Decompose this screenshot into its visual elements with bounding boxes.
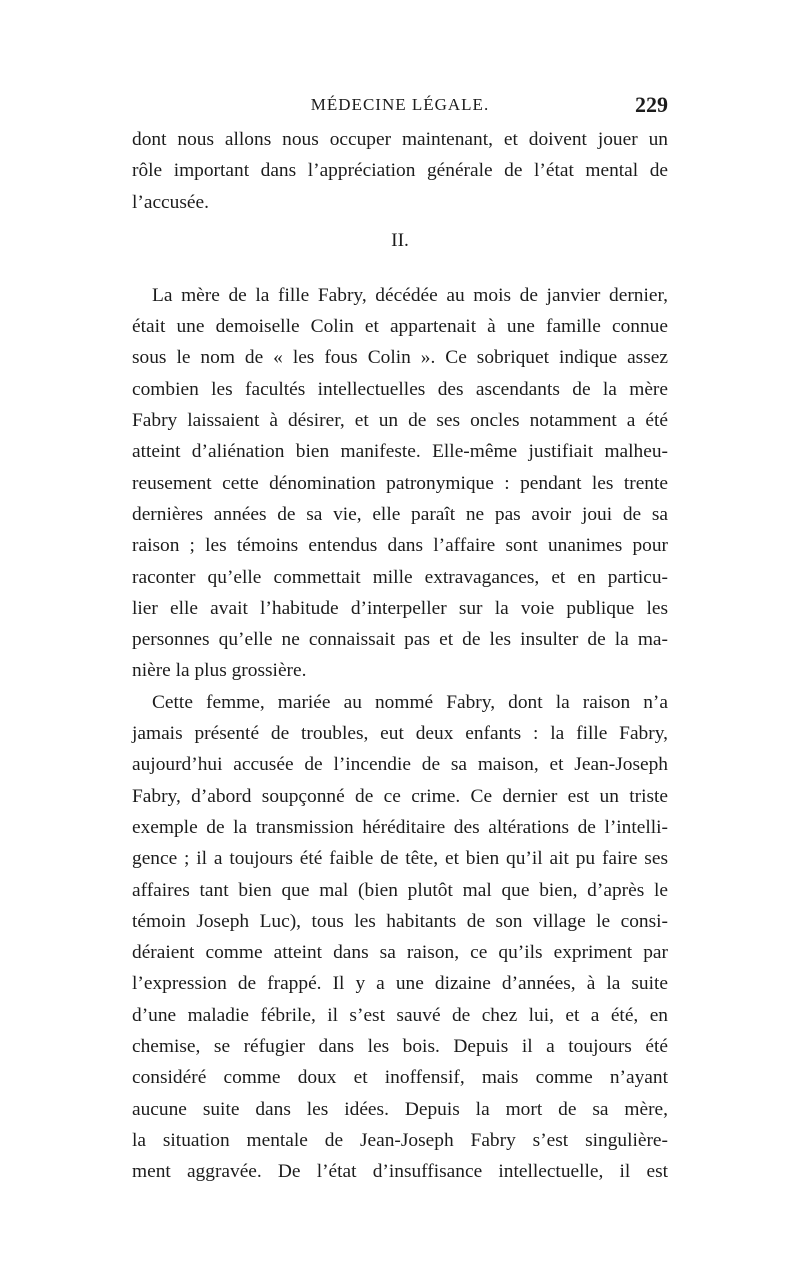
text-line: déraient comme atteint dans sa raison, ce qu’ils expriment par bbox=[132, 942, 668, 964]
text-line: la situation mentale de Jean-Joseph Fabry s’est singulière- bbox=[132, 1129, 668, 1151]
text-line: aucune suite dans les idées. Depuis la mort de sa mère, bbox=[132, 1098, 668, 1120]
text-line: Cette femme, mariée au nommé Fabry, dont la raison n’a bbox=[152, 691, 668, 713]
text-line: affaires tant bien que mal (bien plutôt mal que bien, d’après le bbox=[132, 879, 668, 901]
text-line: raconter qu’elle commettait mille extravagances, et en particu- bbox=[132, 566, 668, 588]
text-line: considéré comme doux et inoffensif, mais comme n’ayant bbox=[132, 1067, 668, 1089]
text-line: La mère de la fille Fabry, décédée au mois de janvier dernier, bbox=[152, 284, 668, 306]
text-line: l’expression de frappé. Il y a une dizaine d’années, à la suite bbox=[132, 973, 668, 995]
page-number: 229 bbox=[635, 92, 668, 117]
text-line: ment aggravée. De l’état d’insuffisance intellectuelle, il est bbox=[132, 1161, 668, 1183]
running-title: MÉDECINE LÉGALE. bbox=[310, 95, 490, 114]
text-line: Fabry, d’abord soupçonné de ce crime. Ce dernier est un triste bbox=[132, 785, 668, 807]
paragraph-2 bbox=[132, 280, 668, 687]
section-heading: II. bbox=[391, 229, 409, 251]
paragraph-3 bbox=[132, 687, 668, 1188]
text-line: aujourd’hui accusée de l’incendie de sa maison, et Jean-Joseph bbox=[132, 754, 668, 776]
body-text bbox=[132, 124, 668, 1188]
text-line: dernières années de sa vie, elle paraît ne pas avoir joui de sa bbox=[132, 503, 668, 525]
text-line: nière la plus grossière. bbox=[132, 660, 307, 682]
text-line: chemise, se réfugier dans les bois. Depuis il a toujours été bbox=[132, 1036, 668, 1058]
text-line: gence ; il a toujours été faible de tête, et bien qu’il ait pu faire ses bbox=[132, 848, 668, 870]
text-line: sous le nom de « les fous Colin ». Ce sobriquet indique assez bbox=[132, 347, 668, 369]
text-line: atteint d’aliénation bien manifeste. Elle-même justifiait malheu- bbox=[132, 441, 668, 463]
paragraph-1 bbox=[132, 124, 668, 218]
text-line: témoin Joseph Luc), tous les habitants de son village le consi- bbox=[132, 910, 668, 932]
text-line: dont nous allons nous occuper maintenant, et doivent jouer un bbox=[132, 129, 668, 150]
text-line: l’accusée. bbox=[132, 191, 209, 213]
text-line: d’une maladie fébrile, il s’est sauvé de chez lui, et a été, en bbox=[132, 1004, 668, 1026]
text-line: personnes qu’elle ne connaissait pas et de les insulter de la ma- bbox=[132, 629, 668, 651]
text-line: jamais présenté de troubles, eut deux enfants : la fille Fabry, bbox=[132, 723, 668, 745]
running-head bbox=[132, 88, 668, 122]
text-line: reusement cette dénomination patronymique : pendant les trente bbox=[132, 472, 668, 494]
text-line: raison ; les témoins entendus dans l’affaire sont unanimes pour bbox=[132, 535, 668, 557]
text-line: était une demoiselle Colin et appartenait à une famille connue bbox=[132, 316, 668, 338]
text-line: combien les facultés intellectuelles des ascendants de la mère bbox=[132, 378, 668, 400]
text-line: Fabry laissaient à désirer, et un de ses oncles notamment a été bbox=[132, 410, 668, 432]
text-line: rôle important dans l’appréciation générale de l’état mental de bbox=[132, 160, 668, 182]
text-line: lier elle avait l’habitude d’interpeller sur la voie publique les bbox=[132, 597, 668, 619]
text-line: exemple de la transmission héréditaire des altérations de l’intelli- bbox=[132, 816, 668, 838]
